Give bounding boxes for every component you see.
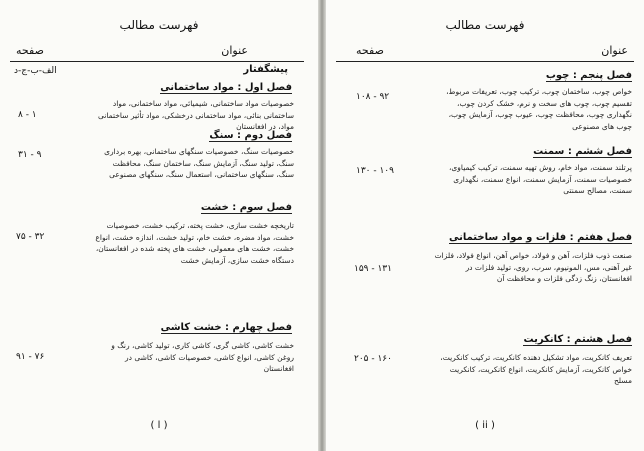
left-section-4-body: خشت کاشی، کاشی گری، کاشی کاری، تولید کاشی، رنگ و روغن کاشی، انواع کاشی، خصوصیات کاشی، کاشی در افغانستان [111, 341, 294, 373]
left-section-1-pages: ۸ - ۱ [18, 110, 37, 120]
right-page-number: ( ii ) [475, 420, 495, 431]
right-page [326, 0, 644, 451]
left-section-3-body: تاریخچه خشت سازی، خشت پخته، ترکیب خشت، خصوصیات خشت، مواد مضره، خشت خام، تولید خشت، اندازه خشت، انواع خشت، خشت های معمولی، خشت های پخته شده در افغانستان، دستگاه خشت سازی، آزمایش خشت [95, 221, 294, 265]
right-section-5-pages: ۱۰۸ - ۹۲ [356, 92, 390, 102]
right-section-7-body: صنعت ذوب فلزات، آهن و فولاد، خواص آهن، انواع فولاد، فلزات غیر آهنی، مس، المونیوم، سرب، روی، تولید فلزات در افغانستان، زنگ زدگی فلزات و محافظت آن [434, 251, 632, 283]
right-section-6-body: پرتلند سمنت، مواد خام، روش تهیه سمنت، ترکیب کیمیاوی، خصوصیات سمنت، آزمایش سمنت، انواع سمنت، نگهداری سمنت، مصالح سمنتی [449, 163, 632, 195]
right-col-page: صفحه [356, 44, 384, 57]
right-section-8-pages: ۲۰۵ - ۱۶۰ [354, 354, 392, 364]
left-col-title: عنوان [221, 44, 248, 57]
left-section-4-pages: ۹۱ - ۷۶ [16, 352, 45, 362]
left-header-rule [10, 61, 304, 62]
left-section-1-body: خصوصیات مواد ساختمانی، شیمیائی، مواد ساختمانی، مواد ساختمانی بنائی، مواد ساختمانی درخشکی، مواد تأثیر ساختمانی مواد، در افغانستان [98, 99, 294, 131]
book-gutter [318, 0, 326, 451]
right-section-7-title: فصل هفتم : فلزات و مواد ساختمانی [448, 232, 632, 243]
left-col-page: صفحه [16, 44, 44, 57]
right-section-8-body: تعریف کانکریت، مواد تشکیل دهنده کانکریت، ترکیب کانکریت، خواص کانکریت، آزمایش کانکریت، انواع کانکریت، کانکریت مسلح [440, 353, 632, 385]
right-section-6-pages: ۱۳۰ - ۱۰۹ [356, 166, 394, 176]
right-header-rule [336, 61, 634, 62]
left-section-2-body: خصوصیات سنگ، خصوصیات سنگهای ساختمانی، بهره برداری سنگ، تولید سنگ، آزمایش سنگ، ساختمان سنگ، محافظت سنگ، سنگهای ساختمانی، استعمال سنگ، سنگهای مصنوعی [104, 147, 294, 179]
left-page-number: ( ا ) [150, 420, 168, 431]
right-section-5-body: خواص چوب، ساختمان چوب، ترکیب چوب، تعریفات مربوط، تقسیم چوب، چوب های سخت و نرم، خشک کردن چوب، نگهداری چوب، محافظت چوب، عیوب چوب، آزمایش چوب، چوب های مصنوعی [446, 87, 632, 131]
right-section-6-title: فصل ششم : سمنت [533, 146, 632, 157]
left-preface-pages: الف-ب-ج-د [14, 66, 57, 76]
left-section-2-title: فصل دوم : سنگ [209, 130, 292, 141]
right-col-title: عنوان [601, 44, 628, 57]
right-page-header: فهرست مطالب [445, 18, 525, 32]
left-page [0, 0, 318, 451]
left-section-2-pages: ۳۱ - ۹ [18, 150, 42, 160]
left-section-4-title: فصل چهارم : خشت کاشی [160, 322, 292, 333]
left-section-3-pages: ۷۵ - ۳۲ [16, 232, 45, 242]
right-section-5-title: فصل پنجم : چوب [545, 70, 632, 81]
left-section-3-title: فصل سوم : خشت [200, 202, 292, 213]
left-preface-title: پیشگفتار [243, 64, 288, 75]
left-section-1-title: فصل اول : مواد ساختمانی [160, 82, 292, 93]
right-section-8-title: فصل هشتم : کانکریت [523, 334, 632, 345]
right-section-7-pages: ۱۵۹ - ۱۳۱ [354, 264, 392, 274]
left-page-header: فهرست مطالب [119, 18, 199, 32]
